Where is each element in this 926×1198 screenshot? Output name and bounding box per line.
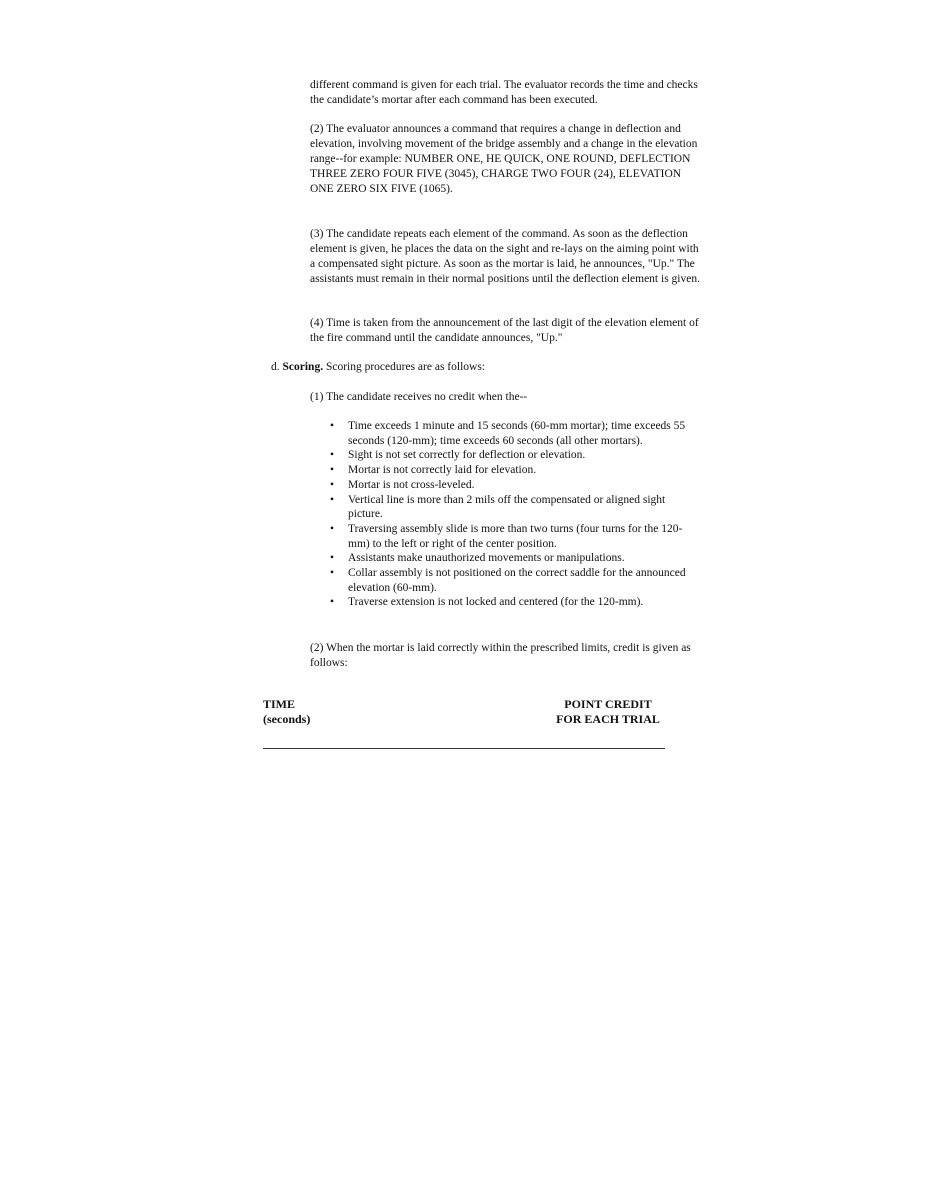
paragraph-continuation: different command is given for each trial. The evaluator records the time and checks the candidate’s mortar after each command has been executed.: [310, 79, 698, 106]
scoring-intro: Scoring procedures are as follows:: [325, 361, 485, 373]
paragraph-2: (2) The evaluator announces a command that requires a change in deflection and elevation, involving movement of the bridge assembly and a change in the elevation range--for example: NUMBER ONE, HE QUICK, ONE ROUND, DEFLECTION THREE ZERO FOUR FIVE (3045), CHARGE TWO FOUR (24), ELEVATION ONE ZERO SIX FIVE (1065).: [310, 123, 698, 195]
scoring-prefix: d.: [271, 361, 280, 373]
table-header-credit-line2: FOR EACH TRIAL: [556, 712, 660, 726]
list-item: [330, 551, 702, 566]
list-item: [330, 419, 702, 448]
bullet-icon: •: [330, 596, 335, 609]
table-header-rule: [263, 748, 665, 749]
list-item: [330, 522, 702, 551]
bullet-icon: •: [330, 522, 335, 535]
list-item: [330, 463, 702, 478]
bullet-icon: •: [330, 552, 335, 565]
list-item-text: Time exceeds 1 minute and 15 seconds (60-mm mortar); time exceeds 55 seconds (120-mm); time exceeds 60 seconds (all other mortars).: [348, 420, 686, 447]
table-header-credit-line1: POINT CREDIT: [564, 697, 652, 711]
list-item: [330, 595, 702, 610]
list-item-text: Assistants make unauthorized movements or manipulations.: [348, 552, 625, 565]
list-item: [330, 448, 702, 463]
paragraph-3: (3) The candidate repeats each element of the command. As soon as the deflection element is given, he places the data on the sight and re-lays on the aiming point with a compensated sight picture. As soon as the mortar is laid, he announces, "Up." The assistants must remain in their normal positions until the deflection element is given.: [310, 228, 700, 285]
bullet-icon: •: [330, 493, 335, 506]
bullet-icon: •: [330, 464, 335, 477]
table-header-time-line2: (seconds): [263, 712, 311, 726]
table-header-point-credit: [548, 697, 668, 727]
list-item-text: Mortar is not cross-leveled.: [348, 478, 475, 491]
no-credit-list: [330, 419, 702, 610]
paragraph-4: (4) Time is taken from the announcement of the last digit of the elevation element of the fire command until the candidate announces, "Up.": [310, 317, 699, 344]
scoring-heading: Scoring.: [282, 361, 324, 373]
list-item-text: Vertical line is more than 2 mils off the compensated or aligned sight picture.: [348, 493, 666, 521]
scoring-item-1: (1) The candidate receives no credit when the--: [310, 391, 528, 403]
list-item: [330, 566, 702, 595]
bullet-icon: •: [330, 420, 335, 432]
table-header-time: [263, 697, 310, 727]
list-item-text: Mortar is not correctly laid for elevation.: [348, 464, 537, 477]
list-item-text: Collar assembly is not positioned on the correct saddle for the announced elevation (60-mm).: [348, 567, 686, 594]
list-item-text: Traversing assembly slide is more than two turns (four turns for the 120-mm) to the left or right of the center position.: [348, 522, 683, 550]
bullet-icon: •: [330, 567, 335, 580]
scoring-section-heading: [271, 360, 701, 375]
list-item: [330, 493, 702, 522]
list-item: [330, 478, 702, 493]
scoring-item-2: (2) When the mortar is laid correctly within the prescribed limits, credit is given as follows:: [310, 642, 691, 669]
bullet-icon: •: [330, 449, 335, 462]
list-item-text: Sight is not set correctly for deflection or elevation.: [348, 449, 586, 462]
table-header-time-line1: TIME: [263, 697, 296, 711]
bullet-icon: •: [330, 478, 335, 491]
list-item-text: Traverse extension is not locked and centered (for the 120-mm).: [348, 596, 644, 609]
